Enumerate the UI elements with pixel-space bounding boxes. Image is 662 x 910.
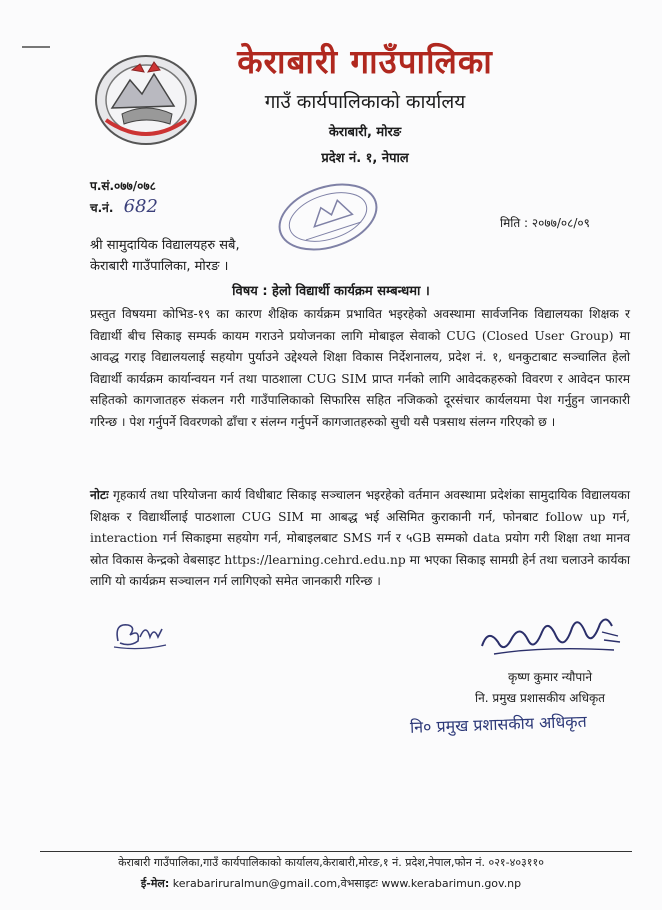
nepal-emblem-icon (92, 50, 200, 146)
note-label: नोटः (90, 488, 109, 502)
footer-address: केराबारी गाउँपालिका,गाउँ कार्यपालिकाको कार्यालय,केराबारी,मोरङ,१ नं. प्रदेश,नेपाल,फोन नं. ०२१-४०३११० (118, 856, 544, 869)
office-address: केराबारी, मोरङ (328, 125, 402, 140)
chalani-handwritten-value: 682 (123, 196, 158, 217)
footer-email-web: kerabariruralmun@gmail.com,वेभसाइटः www.kerabarimun.gov.np (169, 877, 522, 890)
office-name: गाउँ कार्यपालिकाको कार्यालय (264, 91, 466, 113)
office-stamp-icon (272, 182, 384, 252)
letter-subject: विषय : हेलो विद्यार्थी कार्यक्रम सम्बन्धमा । (232, 284, 430, 299)
footer-divider (40, 851, 632, 852)
note-text: गृहकार्य तथा परियोजना कार्य विधीबाट सिकाइ सञ्चालन भइरहेको वर्तमान अवस्थामा प्रदेशंका सामुदायिक विद्यालयका शिक्षक र विद्यार्थीलाई पाठशाला CUG SIM मा आबद्ध भई असिमित कुराकानी गर्न, फोनबाट follow up गर्न, interaction गर्न सिकाइमा सहयोग गर्न, मोबाइलबाट SMS गर्न र ५GB सम्मको data प्रयोग गरी शिक्षा तथा मानव स्रोत विकास केन्द्रको वेबसाइट https://learning.cehrd.edu.np मा भएका सिकाइ सामग्री हेर्न तथा चलाउने कार्यका लागि यो कार्यक्रम सञ्चालन गर्न लागिएको समेत जानकारी गरिन्छ । (90, 488, 630, 589)
recipient-line-2: केराबारी गाउँपालिका, मोरङ । (90, 259, 229, 274)
body-paragraph-1: प्रस्तुत विषयमा कोभिड-१९ का कारण शैक्षिक कार्यक्रम प्रभावित भइरहेको अवस्थामा सार्वजनिक विद्यालयका शिक्षक र विद्यार्थी बीच सिकाइ सम्पर्क कायम गराउने प्रयोजनका लागि मोबाइल सेवाको CUG (Closed User Group) मा आवद्ध गराइ विद्यालयलाई सहयोग पुर्याउने उद्देश्यले शिक्षा विकास निर्देशनालय, प्रदेश नं. १, धनकुटाबाट सञ्चालित हेलो विद्यार्थी कार्यक्रम कार्यान्वयन गर्न तथा पाठशाला CUG SIM प्राप्त गर्नको लागि आवेदकहरुको विवरण र आवेदन फारम सहितको कागजातहरु संकलन गरी गाउँपालिकाको सिफारिस सहित नजिकको दूरसंचार कार्यलयमा पेश गर्नुहुन जानकारी गरिन्छ । पेश गर्नुपर्ने विवरणको ढाँचा र संलग्न गर्नुपर्ने कागजातहरुको सुची यसै पत्रसाथ संलग्न गरिएको छ । (90, 307, 630, 429)
recipient-line-1: श्री सामुदायिक विद्यालयहरु सबै, (90, 238, 240, 253)
corner-mark (22, 46, 50, 48)
chalani-label: च.नं. (90, 201, 114, 215)
footer-email-label: ई-मेल: (140, 877, 170, 890)
designation-stamp: नि० प्रमुख प्रशासकीय अधिकृत (409, 711, 587, 737)
footer-contact (0, 876, 662, 891)
signatory-name: कृष्ण कुमार न्यौपाने (508, 670, 592, 684)
chalani-number (90, 196, 158, 217)
body-paragraph-note (90, 485, 630, 593)
officer-signature-icon (474, 606, 624, 666)
office-province: प्रदेश नं. १, नेपाल (321, 151, 409, 166)
signatory-title: नि. प्रमुख प्रशासकीय अधिकृत (474, 691, 606, 705)
org-title: केराबारी गाउँपालिका (237, 42, 493, 81)
patra-sankhya: प.सं.०७७/०७८ (90, 179, 156, 193)
letter-date: मिति : २०७७/०८/०९ (500, 216, 590, 230)
initials-signature-icon (110, 615, 170, 653)
